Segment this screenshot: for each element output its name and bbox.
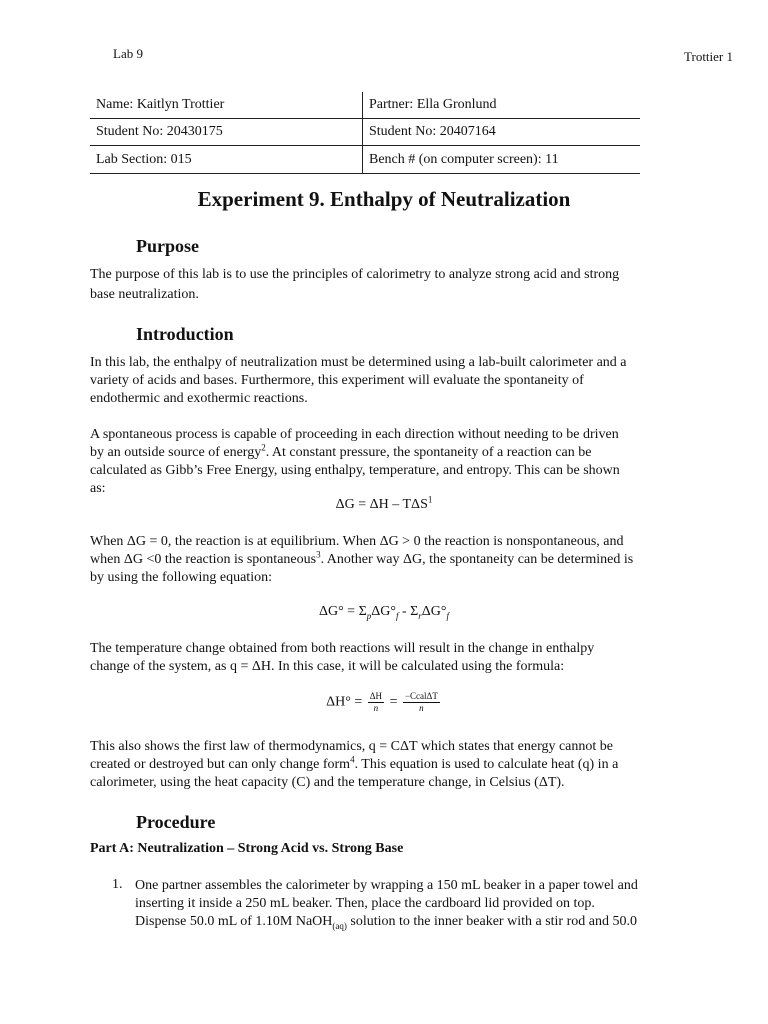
student-info-table (90, 92, 640, 174)
equation-subscript: p (366, 610, 372, 621)
intro-paragraph-5 (90, 738, 690, 792)
text-line: A spontaneous process is capable of proceeding in each direction without needing to be driven (90, 427, 619, 442)
purpose-paragraph (90, 266, 690, 304)
standard-gibbs-equation (0, 604, 768, 620)
equation-text: ΔG = ΔH – TΔS (335, 497, 428, 512)
equation-subscript: f (446, 610, 450, 621)
text-line: The temperature change obtained from both reactions will result in the change in enthalpy (90, 641, 595, 656)
text-line: variety of acids and bases. Furthermore, this experiment will evaluate the spontaneity of (90, 373, 584, 388)
text-line: change of the system, as q = ΔH. In this case, it will be calculated using the formula: (90, 659, 565, 674)
intro-paragraph-2 (90, 426, 690, 498)
procedure-heading: Procedure (136, 812, 216, 832)
text-line: calorimeter, using the heat capacity (C) and the temperature change, in Celsius (ΔT). (90, 775, 565, 790)
text-segment: solution to the inner beaker with a stir rod and 50.0 (346, 914, 637, 929)
running-header-left: Lab 9 (113, 46, 143, 61)
denominator: n (373, 703, 379, 713)
citation-sup: 2 (261, 442, 266, 453)
citation-sup: 3 (316, 549, 321, 560)
subscript: (aq) (332, 920, 347, 931)
part-a-subheading: Part A: Neutralization – Strong Acid vs. Strong Base (90, 841, 404, 856)
table-row (90, 146, 640, 174)
student-no-cell: Student No: 20430175 (90, 119, 363, 146)
citation-sup: 1 (427, 494, 433, 505)
text-segment: created or destroyed but can only change form (90, 757, 351, 772)
text-line: as: (90, 481, 106, 496)
list-item (135, 877, 695, 931)
bench-cell: Bench # (on computer screen): 11 (363, 146, 641, 174)
equation-part: ΔG° (421, 604, 447, 619)
text-line (90, 444, 690, 462)
text-line: When ΔG = 0, the reaction is at equilibrium. When ΔG > 0 the reaction is nonspontaneous, and (90, 534, 624, 549)
text-segment: Dispense 50.0 mL of 1.10M NaOH (135, 914, 333, 929)
numerator: −CcalΔT (404, 691, 438, 701)
name-cell: Name: Kaitlyn Trottier (90, 92, 363, 119)
table-row (90, 119, 640, 146)
text-line: This also shows the first law of thermodynamics, q = CΔT which states that energy cannot be (90, 739, 614, 754)
fraction (368, 691, 384, 714)
purpose-heading: Purpose (136, 236, 199, 256)
partner-student-no-cell: Student No: 20407164 (363, 119, 641, 146)
table-row (90, 92, 640, 119)
text-line: base neutralization. (90, 287, 199, 302)
numerator: ΔH (369, 691, 383, 701)
intro-paragraph-1 (90, 354, 690, 408)
text-line (90, 756, 690, 774)
equation-part: = (389, 694, 398, 710)
equation-part: ΔG° (371, 604, 396, 619)
gibbs-equation (0, 494, 768, 513)
equation-part: - Σ (398, 604, 419, 619)
text-segment: by an outside source of energy (90, 445, 262, 460)
text-line: One partner assembles the calorimeter by wrapping a 150 mL beaker in a paper towel and (135, 878, 638, 893)
running-header-right: Trottier 1 (684, 49, 733, 64)
fraction (403, 691, 440, 714)
intro-paragraph-4 (90, 640, 690, 676)
citation-sup: 4 (350, 754, 355, 765)
list-item-number: 1. (112, 877, 123, 892)
text-line (90, 551, 690, 569)
denominator: n (419, 703, 424, 713)
equation-part: ΔG° = Σ (318, 604, 367, 619)
text-line (135, 913, 695, 931)
equation-subscript: f (395, 610, 399, 621)
text-line: calculated as Gibb’s Free Energy, using enthalpy, temperature, and entropy. This can be shown (90, 463, 620, 478)
partner-cell: Partner: Ella Gronlund (363, 92, 641, 119)
text-line: endothermic and exothermic reactions. (90, 391, 308, 406)
text-line: inserting it inside a 250 mL beaker. Then, place the cardboard lid provided on top. (135, 896, 595, 911)
text-segment: . This equation is used to calculate heat (q) in a (354, 757, 619, 772)
enthalpy-equation (0, 691, 768, 714)
text-line: The purpose of this lab is to use the principles of calorimetry to analyze strong acid and strong (90, 267, 620, 282)
document-title: Experiment 9. Enthalpy of Neutralization (197, 187, 571, 211)
intro-paragraph-3 (90, 533, 690, 587)
equation-subscript: r (418, 610, 422, 621)
text-segment: when ΔG <0 the reaction is spontaneous (90, 552, 317, 567)
text-segment: . Another way ΔG, the spontaneity can be determined is (320, 552, 634, 567)
introduction-heading: Introduction (136, 324, 234, 344)
text-line: by using the following equation: (90, 570, 272, 585)
lab-section-cell: Lab Section: 015 (90, 146, 363, 174)
text-segment: . At constant pressure, the spontaneity of a reaction can be (265, 445, 592, 460)
equation-part: ΔH° = (326, 694, 363, 710)
text-line: In this lab, the enthalpy of neutralization must be determined using a lab-built calorimeter and a (90, 355, 627, 370)
